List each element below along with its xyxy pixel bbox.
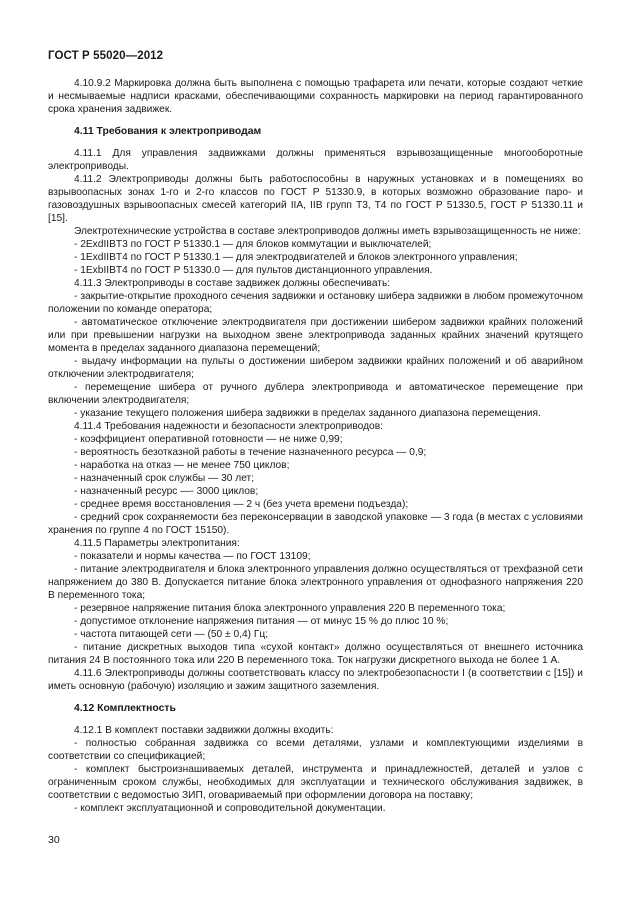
paragraph: - автоматическое отключение электродвигателя при достижении шибером задвижки крайних положений или при превышении нагрузки на выходном звене электропривода заданных крайних значений крутящего момента в пределах заданного диапазона перемещений;	[48, 317, 583, 354]
paragraph: - показатели и нормы качества — по ГОСТ 13109;	[74, 551, 311, 562]
document-header: ГОСТ Р 55020—2012	[48, 50, 164, 62]
paragraph: - выдачу информации на пульты о достижении шибером задвижки крайних положений и об аварийном отключении электродвигателя;	[48, 356, 583, 380]
paragraph: - среднее время восстановления — 2 ч (без учета времени подъезда);	[74, 499, 409, 510]
paragraph: - назначенный срок службы — 30 лет;	[74, 473, 255, 484]
paragraph: 4.11.4 Требования надежности и безопасности электроприводов:	[74, 421, 383, 432]
section-heading: 4.12 Комплектность	[74, 703, 176, 714]
section-heading: 4.11 Требования к электроприводам	[74, 126, 262, 137]
paragraph: 4.12.1 В комплект поставки задвижки должны входить:	[74, 725, 334, 736]
paragraph: 4.11.3 Электроприводы в составе задвижек должны обеспечивать:	[74, 278, 391, 289]
document-body	[48, 77, 583, 815]
paragraph: 4.11.2 Электроприводы должны быть работоспособны в наружных установках и в помещениях во взрывоопасных зонах 1-го и 2-го классов по ГОСТ Р 51330.9, в которых возможно образование паро- и газовоздушных взрывоопасных смесей категорий IIA, IIB групп T3, T4 по ГОСТ Р 51330.5, ГОСТ Р 51330.11 и [15].	[48, 174, 583, 224]
paragraph: - наработка на отказ — не менее 750 циклов;	[74, 460, 290, 471]
paragraph: 4.10.9.2 Маркировка должна быть выполнена с помощью трафарета или печати, которые создают четкие и несмываемые надписи красками, обеспечивающими сохранность маркировки на период гарантированного срока хранения задвижек.	[48, 78, 583, 115]
paragraph: Электротехнические устройства в составе электроприводов должны иметь взрывозащищенность не ниже:	[74, 226, 581, 237]
paragraph: - 1ExbIIBT4 по ГОСТ Р 51330.0 — для пультов дистанционного управления.	[74, 265, 433, 276]
paragraph: - вероятность безотказной работы в течение назначенного ресурса — 0,9;	[74, 447, 427, 458]
paragraph: - допустимое отклонение напряжения питания — от минус 15 % до плюс 10 %;	[74, 616, 449, 627]
paragraph: - питание дискретных выходов типа «сухой контакт» должно осуществляться от внешнего источника питания 24 В постоянного тока или 220 В переменного тока. Ток нагрузки дискретного выхода не более 1 А.	[48, 642, 583, 666]
paragraph: - частота питающей сети — (50 ± 0,4) Гц;	[74, 629, 269, 640]
paragraph: - комплект эксплуатационной и сопроводительной документации.	[74, 803, 386, 814]
paragraph: 4.11.6 Электроприводы должны соответствовать классу по электробезопасности I (в соответствии с [15]) и иметь основную (рабочую) изоляцию и зажим защитного заземления.	[48, 668, 583, 692]
paragraph: - перемещение шибера от ручного дублера электропривода и автоматическое перемещение при включении электродвигателя;	[48, 382, 583, 406]
paragraph: - полностью собранная задвижка со всеми деталями, узлами и комплектующими изделиями в соответствии со спецификацией;	[48, 738, 583, 762]
paragraph: - питание электродвигателя и блока электронного управления должно осуществляться от трехфазной сети напряжением до 380 В. Допускается питание блока электронного управления от однофазного напряжения 220 В переменного тока;	[48, 564, 583, 601]
paragraph: - 2ExdIIBT3 по ГОСТ Р 51330.1 — для блоков коммутации и выключателей;	[74, 239, 432, 250]
paragraph: - средний срок сохраняемости без переконсервации в заводской упаковке — 3 года (в местах с условиями хранения по группе 4 по ГОСТ 15150).	[48, 512, 583, 536]
paragraph: - коэффициент оперативной готовности — не ниже 0,99;	[74, 434, 343, 445]
paragraph: - закрытие-открытие проходного сечения задвижки и остановку шибера задвижки в любом промежуточном положении по команде оператора;	[48, 291, 583, 315]
page-number: 30	[48, 834, 60, 846]
paragraph: - назначенный ресурс —- 3000 циклов;	[74, 486, 259, 497]
paragraph: - комплект быстроизнашиваемых деталей, инструмента и принадлежностей, деталей и узлов с ограниченным сроком службы, необходимых для эксплуатации и технического обслуживания задвижек, в соответствии с ведомостью ЗИП, оговариваемый при оформлении договора на поставку;	[48, 764, 583, 801]
paragraph: 4.11.1 Для управления задвижками должны применяться взрывозащищенные многооборотные электроприводы.	[48, 148, 583, 172]
paragraph: - резервное напряжение питания блока электронного управления 220 В переменного тока;	[74, 603, 506, 614]
paragraph: - 1ExdIIBT4 по ГОСТ Р 51330.1 — для электродвигателей и блоков электронного управления;	[74, 252, 518, 263]
paragraph: - указание текущего положения шибера задвижки в пределах заданного диапазона перемещения.	[74, 408, 541, 419]
paragraph: 4.11.5 Параметры электропитания:	[74, 538, 240, 549]
